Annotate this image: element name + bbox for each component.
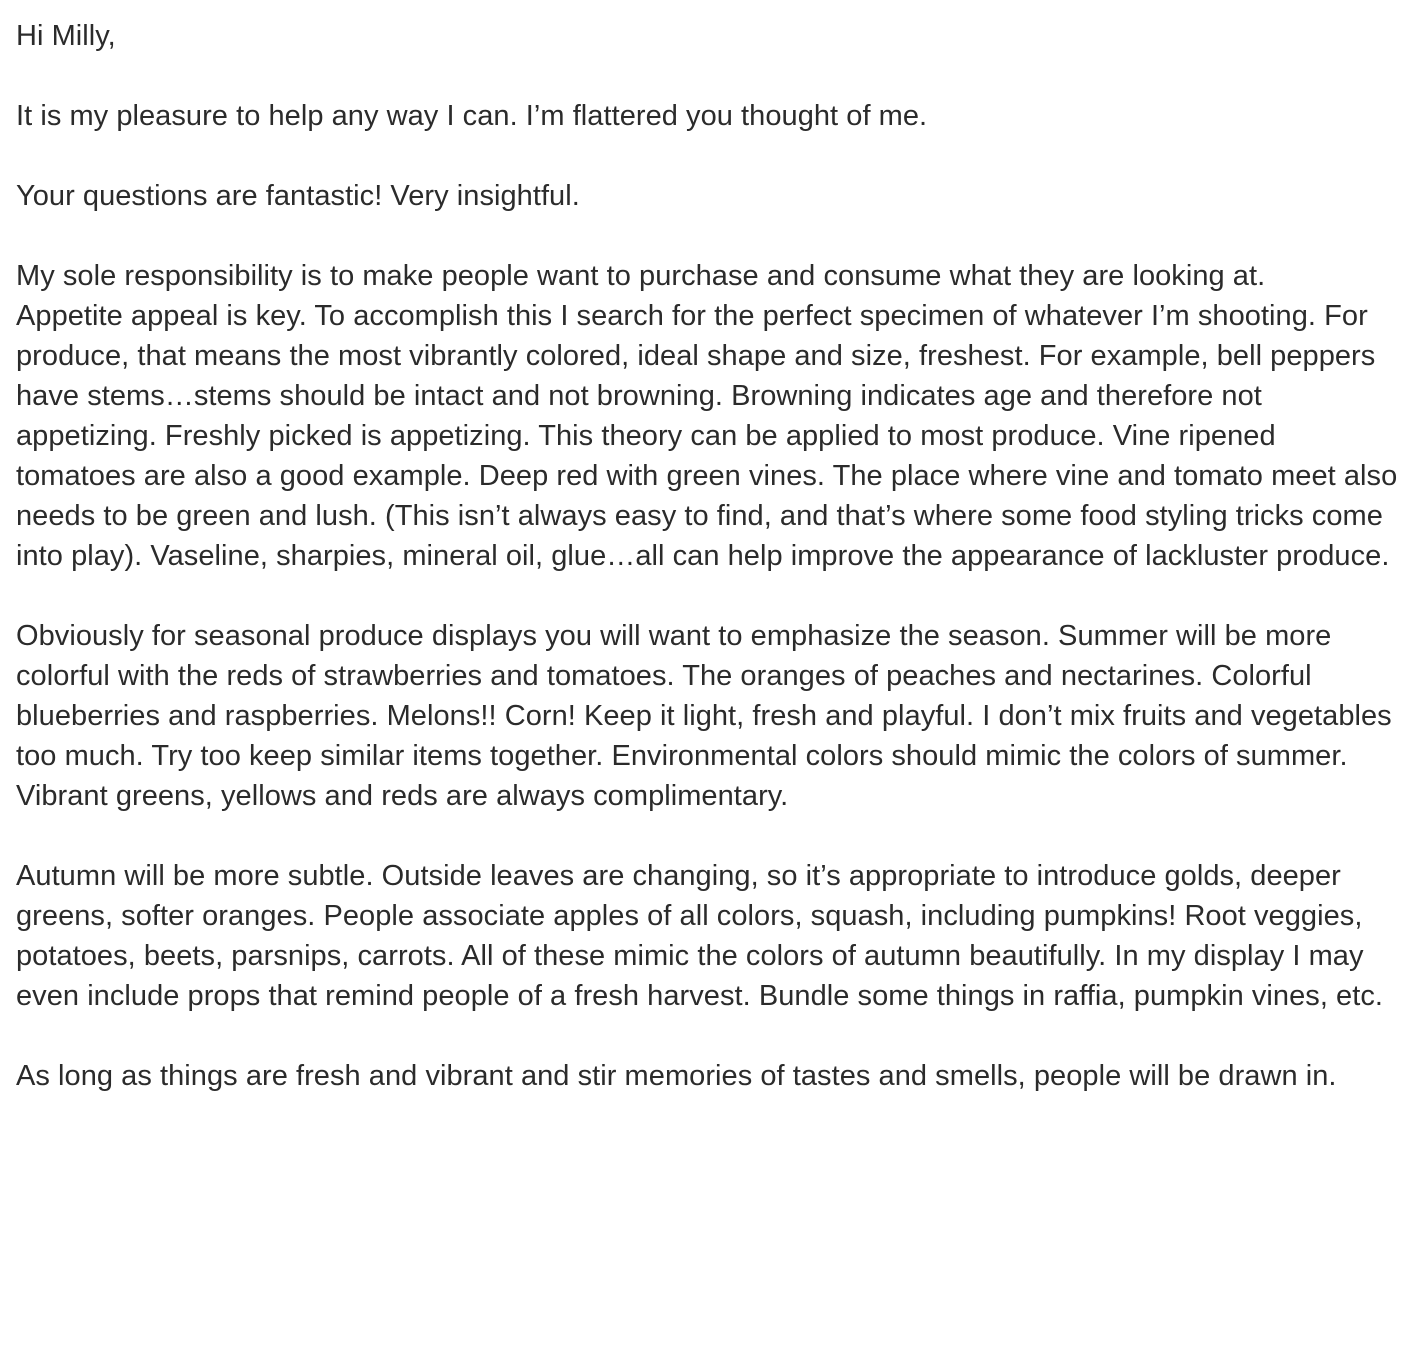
email-greeting: Hi Milly, xyxy=(16,20,116,52)
email-paragraph-pleasure: It is my pleasure to help any way I can. I’m flattered you thought of me. xyxy=(16,100,928,132)
email-paragraph-responsibility: My sole responsibility is to make people want to purchase and consume what they are looking at. xyxy=(16,260,1266,292)
email-paragraph-questions: Your questions are fantastic! Very insightful. xyxy=(16,180,580,212)
email-paragraph-appetite-appeal: Appetite appeal is key. To accomplish this I search for the perfect specimen of whatever I’m shooting. For produce, that means the most vibrantly colored, ideal shape and size, freshest. For example, bell peppers have stems…stems should be intact and not browning. Browning indicates age and therefore not appetizing. Freshly picked is appetizing. This theory can be applied to most produce. Vine ripened tomatoes are also a good example. Deep red with green vines. The place where vine and tomato meet also needs to be green and lush. (This isn’t always easy to find, and that’s where some food styling tricks come into play). Vaseline, sharpies, mineral oil, glue…all can help improve the appearance of lackluster produce. xyxy=(16,300,1398,572)
email-paragraph-closing: As long as things are fresh and vibrant and stir memories of tastes and smells, people will be drawn in. xyxy=(16,1060,1337,1092)
email-paragraph-autumn: Autumn will be more subtle. Outside leaves are changing, so it’s appropriate to introduce golds, deeper greens, softer oranges. People associate apples of all colors, squash, including pumpkins! Root veggies, potatoes, beets, parsnips, carrots. All of these mimic the colors of autumn beautifully. In my display I may even include props that remind people of a fresh harvest. Bundle some things in raffia, pumpkin vines, etc. xyxy=(16,860,1383,1012)
email-paragraph-summer: Obviously for seasonal produce displays you will want to emphasize the season. Summer will be more colorful with the reds of strawberries and tomatoes. The oranges of peaches and nectarines. Colorful blueberries and raspberries. Melons!! Corn! Keep it light, fresh and playful. I don’t mix fruits and vegetables too much. Try too keep similar items together. Environmental colors should mimic the colors of summer. Vibrant greens, yellows and reds are always complimentary. xyxy=(16,620,1392,812)
